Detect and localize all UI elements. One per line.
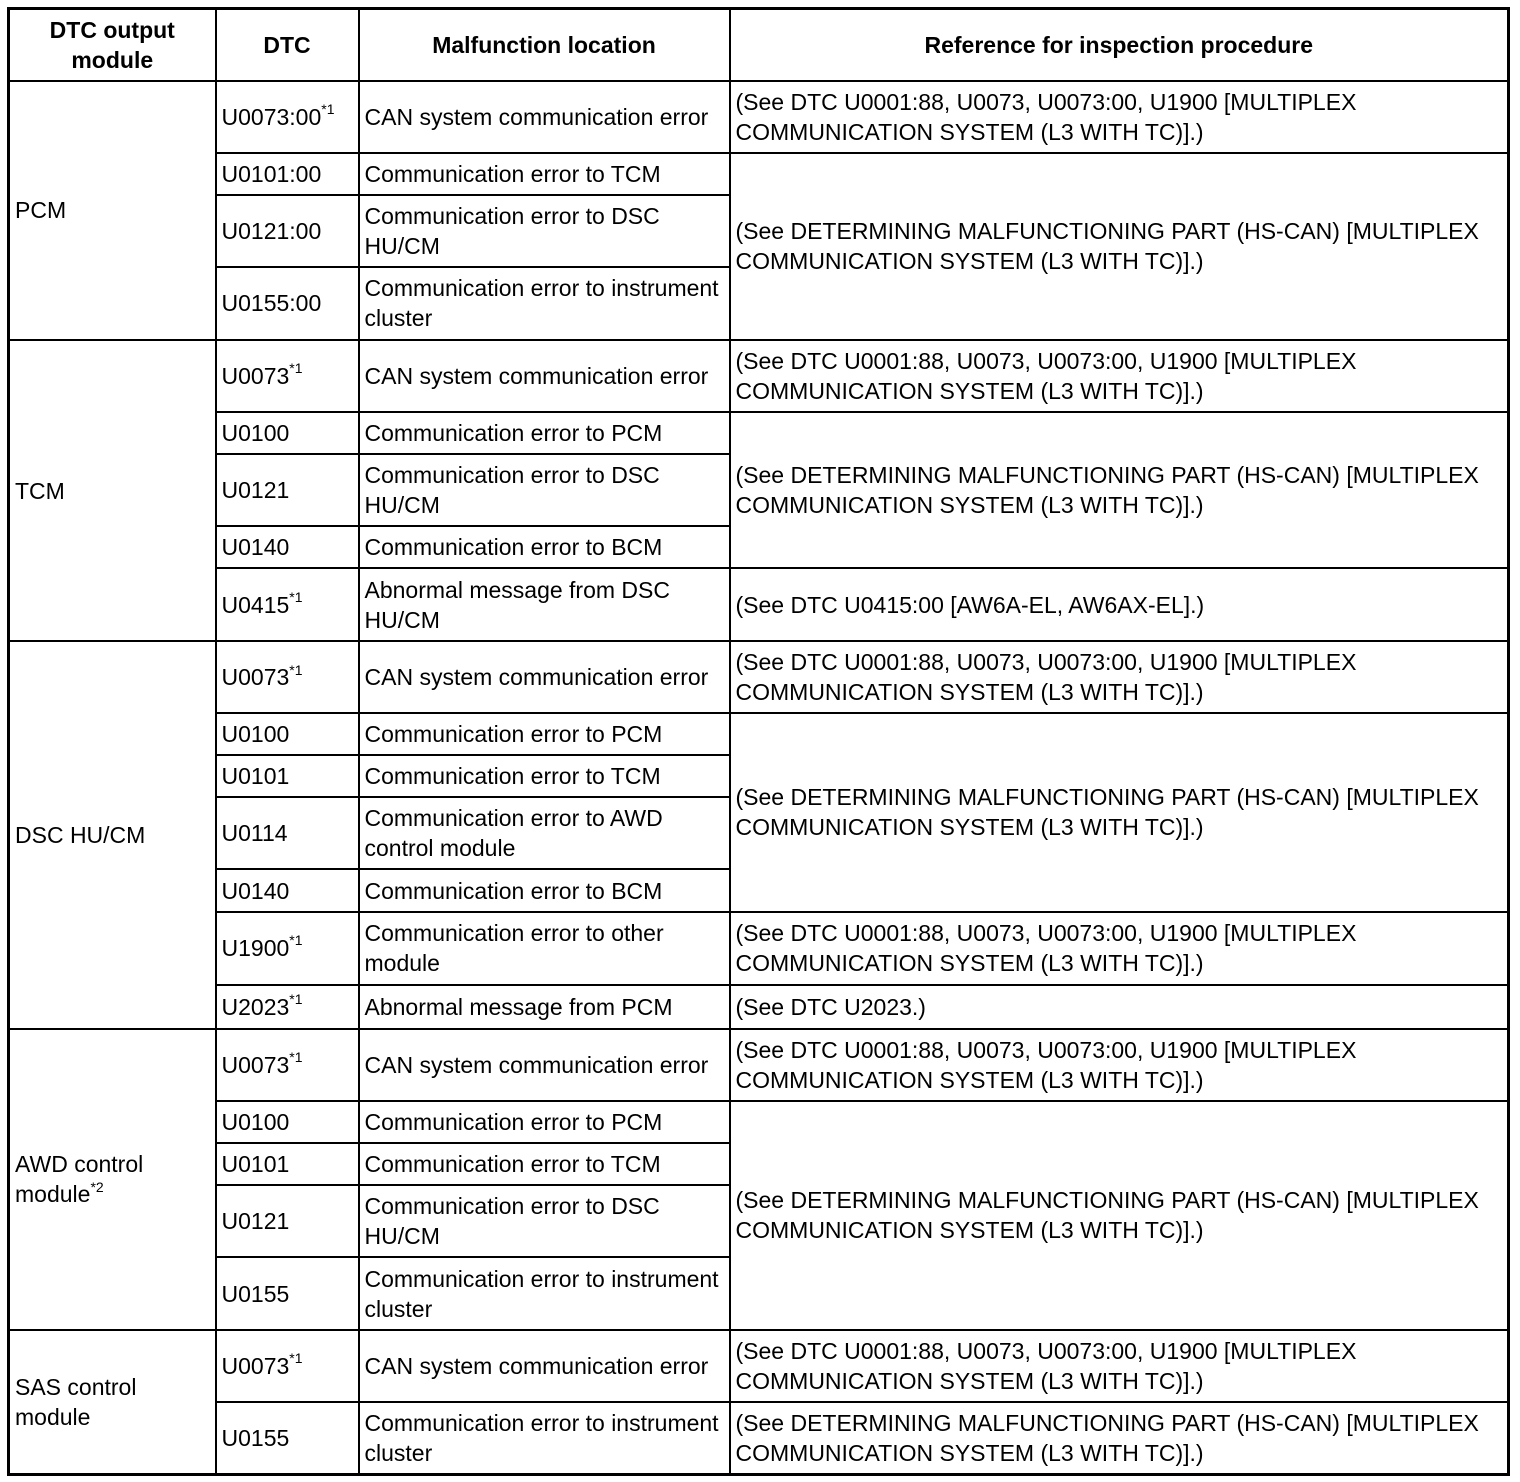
- dtc-code: U0140: [216, 869, 359, 911]
- dtc-code: U0155:00: [216, 267, 359, 340]
- malfunction-location: Communication error to BCM: [359, 526, 730, 568]
- dtc-code: U0100: [216, 1101, 359, 1143]
- table-row: [9, 153, 1509, 195]
- table-row: [9, 912, 1509, 985]
- malfunction-location: CAN system communication error: [359, 1330, 730, 1402]
- dtc-table: [7, 7, 1510, 1476]
- module-cell-pcm: PCM: [9, 81, 216, 340]
- module-cell-sas: SAS control module: [9, 1330, 216, 1474]
- dtc-code: U0140: [216, 526, 359, 568]
- malfunction-location: Communication error to DSC HU/CM: [359, 195, 730, 267]
- malfunction-location: CAN system communication error: [359, 81, 730, 153]
- reference-cell: (See DTC U2023.): [730, 985, 1509, 1029]
- reference-cell: (See DTC U0001:88, U0073, U0073:00, U1900 [MULTIPLEX COMMUNICATION SYSTEM (L3 WITH TC)].): [730, 1029, 1509, 1101]
- reference-cell: (See DTC U0001:88, U0073, U0073:00, U1900 [MULTIPLEX COMMUNICATION SYSTEM (L3 WITH TC)].): [730, 81, 1509, 153]
- header-location: Malfunction location: [359, 9, 730, 81]
- dtc-code: U0100: [216, 412, 359, 454]
- dtc-code: U0101:00: [216, 153, 359, 195]
- malfunction-location: Communication error to TCM: [359, 755, 730, 797]
- table-row: [9, 641, 1509, 713]
- dtc-code: U0073$^{*1}$: [216, 340, 359, 412]
- dtc-code: U0073$^{*1}$: [216, 1330, 359, 1402]
- malfunction-location: Communication error to DSC HU/CM: [359, 1185, 730, 1257]
- header-dtc: DTC: [216, 9, 359, 81]
- dtc-code: U0114: [216, 797, 359, 869]
- dtc-code: U0121: [216, 454, 359, 526]
- reference-cell: (See DETERMINING MALFUNCTIONING PART (HS-CAN) [MULTIPLEX COMMUNICATION SYSTEM (L3 WITH TC)].): [730, 713, 1509, 911]
- reference-cell: (See DTC U0001:88, U0073, U0073:00, U1900 [MULTIPLEX COMMUNICATION SYSTEM (L3 WITH TC)].): [730, 641, 1509, 713]
- malfunction-location: Communication error to instrument cluster: [359, 1257, 730, 1330]
- dtc-code: U2023$^{*1}$: [216, 985, 359, 1029]
- table-row: [9, 985, 1509, 1029]
- malfunction-location: Abnormal message from PCM: [359, 985, 730, 1029]
- malfunction-location: Communication error to AWD control module: [359, 797, 730, 869]
- table-row: [9, 713, 1509, 755]
- dtc-code: U0101: [216, 1143, 359, 1185]
- malfunction-location: Communication error to DSC HU/CM: [359, 454, 730, 526]
- reference-cell: (See DTC U0415:00 [AW6A-EL, AW6AX-EL].): [730, 568, 1509, 641]
- reference-cell: (See DETERMINING MALFUNCTIONING PART (HS-CAN) [MULTIPLEX COMMUNICATION SYSTEM (L3 WITH TC)].): [730, 1101, 1509, 1330]
- module-cell-tcm: TCM: [9, 340, 216, 641]
- malfunction-location: Communication error to other module: [359, 912, 730, 985]
- malfunction-location: CAN system communication error: [359, 340, 730, 412]
- malfunction-location: Communication error to BCM: [359, 869, 730, 911]
- reference-cell: (See DETERMINING MALFUNCTIONING PART (HS-CAN) [MULTIPLEX COMMUNICATION SYSTEM (L3 WITH TC)].): [730, 1402, 1509, 1474]
- table-row: [9, 1402, 1509, 1474]
- table-row: [9, 81, 1509, 153]
- reference-cell: (See DETERMINING MALFUNCTIONING PART (HS-CAN) [MULTIPLEX COMMUNICATION SYSTEM (L3 WITH TC)].): [730, 153, 1509, 340]
- dtc-code: U0121: [216, 1185, 359, 1257]
- dtc-code: U1900$^{*1}$: [216, 912, 359, 985]
- dtc-code: U0100: [216, 713, 359, 755]
- malfunction-location: Communication error to instrument cluster: [359, 267, 730, 340]
- table-row: [9, 568, 1509, 641]
- table-row: [9, 1330, 1509, 1402]
- malfunction-location: Communication error to TCM: [359, 1143, 730, 1185]
- module-cell-awd: AWD control module$^{*2}$: [9, 1029, 216, 1330]
- dtc-code: U0073$^{*1}$: [216, 1029, 359, 1101]
- reference-cell: (See DETERMINING MALFUNCTIONING PART (HS-CAN) [MULTIPLEX COMMUNICATION SYSTEM (L3 WITH TC)].): [730, 412, 1509, 568]
- malfunction-location: Communication error to PCM: [359, 1101, 730, 1143]
- dtc-code: U0155: [216, 1402, 359, 1474]
- reference-cell: (See DTC U0001:88, U0073, U0073:00, U1900 [MULTIPLEX COMMUNICATION SYSTEM (L3 WITH TC)].): [730, 340, 1509, 412]
- dtc-code: U0073$^{*1}$: [216, 641, 359, 713]
- malfunction-location: CAN system communication error: [359, 641, 730, 713]
- dtc-code: U0415$^{*1}$: [216, 568, 359, 641]
- malfunction-location: Communication error to TCM: [359, 153, 730, 195]
- dtc-code: U0101: [216, 755, 359, 797]
- malfunction-location: Communication error to PCM: [359, 412, 730, 454]
- dtc-code: U0121:00: [216, 195, 359, 267]
- header-module: DTC output module: [9, 9, 216, 81]
- dtc-code: U0155: [216, 1257, 359, 1330]
- malfunction-location: CAN system communication error: [359, 1029, 730, 1101]
- module-cell-dsc: DSC HU/CM: [9, 641, 216, 1028]
- malfunction-location: Communication error to PCM: [359, 713, 730, 755]
- header-reference: Reference for inspection procedure: [730, 9, 1509, 81]
- table-row: [9, 340, 1509, 412]
- table-row: [9, 1101, 1509, 1143]
- dtc-code: U0073:00$^{*1}$: [216, 81, 359, 153]
- malfunction-location: Communication error to instrument cluster: [359, 1402, 730, 1474]
- table-row: [9, 1029, 1509, 1101]
- malfunction-location: Abnormal message from DSC HU/CM: [359, 568, 730, 641]
- reference-cell: (See DTC U0001:88, U0073, U0073:00, U1900 [MULTIPLEX COMMUNICATION SYSTEM (L3 WITH TC)].): [730, 1330, 1509, 1402]
- table-row: [9, 412, 1509, 454]
- reference-cell: (See DTC U0001:88, U0073, U0073:00, U1900 [MULTIPLEX COMMUNICATION SYSTEM (L3 WITH TC)].): [730, 912, 1509, 985]
- header-row: [9, 9, 1509, 81]
